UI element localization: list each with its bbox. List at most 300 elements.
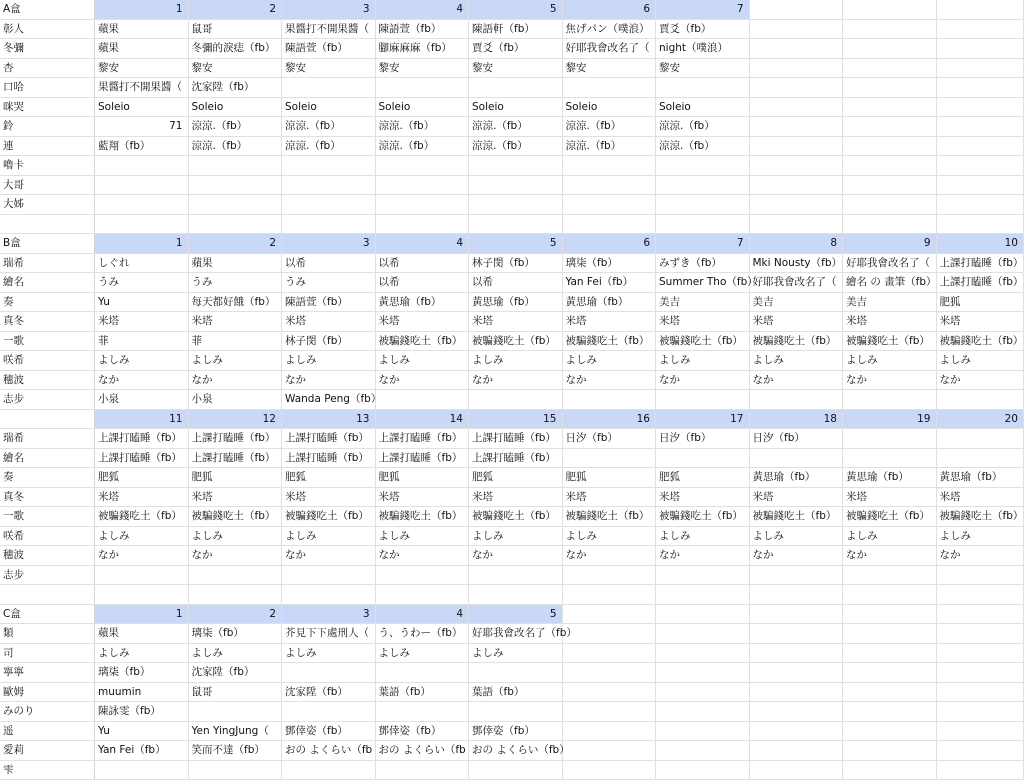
sheet-cell[interactable]: 涼涼.（fb） [282,137,376,157]
sheet-cell[interactable]: 米塔 [937,488,1024,508]
sheet-cell[interactable]: よしみ [189,644,283,664]
sheet-cell[interactable]: 涼涼.（fb） [189,117,283,137]
sheet-cell[interactable]: 蘋果 [95,20,189,40]
sheet-cell[interactable]: 涼涼.（fb） [282,117,376,137]
row-label-cell[interactable]: 繪名 [0,449,95,469]
sheet-cell[interactable]: 米塔 [189,312,283,332]
sheet-cell[interactable] [937,429,1024,449]
sheet-cell[interactable]: 陳語萱（fb） [376,20,470,40]
sheet-cell[interactable]: 黎安 [376,59,470,79]
sheet-cell[interactable]: なか [843,371,937,391]
sheet-cell[interactable] [937,605,1024,625]
sheet-cell[interactable]: 黃思瑜（fb） [563,293,657,313]
sheet-cell[interactable] [469,585,563,605]
row-label-cell[interactable]: 愛莉 [0,741,95,761]
sheet-cell[interactable] [937,98,1024,118]
sheet-cell[interactable] [750,702,844,722]
sheet-cell[interactable] [376,761,470,780]
row-label-cell[interactable]: 咲希 [0,527,95,547]
sheet-cell[interactable] [189,215,283,235]
sheet-cell[interactable]: 米塔 [95,488,189,508]
sheet-cell[interactable]: よしみ [95,527,189,547]
sheet-cell[interactable]: なか [937,371,1024,391]
sheet-cell[interactable]: 蘋果 [95,624,189,644]
sheet-cell[interactable] [282,702,376,722]
sheet-cell[interactable] [843,137,937,157]
row-label-cell[interactable]: 志步 [0,390,95,410]
sheet-cell[interactable] [376,663,470,683]
sheet-cell[interactable] [563,761,657,780]
sheet-cell[interactable]: 藍翔（fb） [95,137,189,157]
sheet-cell[interactable] [95,585,189,605]
sheet-cell[interactable]: 葉語（fb） [469,683,563,703]
sheet-cell[interactable]: なか [469,371,563,391]
sheet-cell[interactable] [282,566,376,586]
row-label-cell[interactable]: 志步 [0,566,95,586]
sheet-cell[interactable] [843,683,937,703]
sheet-cell[interactable] [843,20,937,40]
sheet-cell[interactable]: 小泉 [189,390,283,410]
row-label-cell[interactable]: 奏 [0,293,95,313]
sheet-cell[interactable]: 陳語萱（fb） [282,293,376,313]
sheet-cell[interactable]: 71 [95,117,189,137]
sheet-cell[interactable] [937,20,1024,40]
sheet-cell[interactable]: うみ [189,273,283,293]
sheet-cell[interactable] [282,195,376,215]
sheet-cell[interactable]: Yu [95,293,189,313]
sheet-cell[interactable]: 米塔 [563,312,657,332]
sheet-cell[interactable]: 沈家陞（fb） [189,78,283,98]
sheet-cell[interactable]: なか [843,546,937,566]
sheet-cell[interactable]: 上課打瞌睡（fb） [282,449,376,469]
sheet-cell[interactable] [843,761,937,780]
sheet-cell[interactable] [750,0,844,20]
sheet-cell[interactable]: 涼涼.（fb） [376,137,470,157]
sheet-cell[interactable]: Soleio [376,98,470,118]
sheet-cell[interactable]: なか [189,546,283,566]
sheet-cell[interactable]: 被騙錢吃土（fb） [750,507,844,527]
sheet-cell[interactable]: よしみ [469,351,563,371]
sheet-cell[interactable]: 沈家陞（fb） [189,663,283,683]
sheet-cell[interactable] [282,176,376,196]
sheet-cell[interactable] [189,566,283,586]
column-header-cell[interactable]: 4 [376,0,470,20]
sheet-cell[interactable] [563,624,657,644]
sheet-cell[interactable]: よしみ [750,527,844,547]
row-label-cell[interactable]: 真冬 [0,488,95,508]
sheet-cell[interactable]: Soleio [95,98,189,118]
column-header-cell[interactable]: 5 [469,234,563,254]
sheet-cell[interactable]: Wanda Peng（fb） [282,390,376,410]
sheet-cell[interactable]: 上課打瞌睡（fb） [469,429,563,449]
sheet-cell[interactable] [469,176,563,196]
sheet-cell[interactable]: 肥狐 [189,468,283,488]
sheet-cell[interactable]: 黃思瑜（fb） [750,468,844,488]
sheet-cell[interactable] [469,566,563,586]
row-label-cell[interactable]: 彰人 [0,20,95,40]
sheet-cell[interactable]: Soleio [189,98,283,118]
sheet-cell[interactable]: Yen YingJung（ [189,722,283,742]
sheet-cell[interactable] [469,702,563,722]
sheet-cell[interactable]: 好耶我會改名了（ [563,39,657,59]
sheet-cell[interactable]: 笑而不達（fb） [189,741,283,761]
sheet-cell[interactable]: 被騙錢吃土（fb） [563,507,657,527]
sheet-cell[interactable]: 肥狐 [469,468,563,488]
sheet-cell[interactable]: なか [376,371,470,391]
sheet-cell[interactable]: よしみ [282,351,376,371]
sheet-cell[interactable]: 腳麻麻麻（fb） [376,39,470,59]
sheet-cell[interactable]: よしみ [563,351,657,371]
sheet-cell[interactable]: なか [95,546,189,566]
sheet-cell[interactable] [563,566,657,586]
sheet-cell[interactable] [656,683,750,703]
sheet-cell[interactable] [750,78,844,98]
sheet-cell[interactable] [376,215,470,235]
row-label-cell[interactable]: 繪名 [0,273,95,293]
row-label-cell[interactable]: 咲希 [0,351,95,371]
sheet-cell[interactable] [750,176,844,196]
row-label-cell[interactable]: 連 [0,137,95,157]
sheet-cell[interactable]: 葉語（fb） [376,683,470,703]
column-header-cell[interactable]: 11 [95,410,189,430]
sheet-cell[interactable] [656,741,750,761]
sheet-cell[interactable] [563,195,657,215]
sheet-cell[interactable]: 米塔 [843,312,937,332]
sheet-cell[interactable] [750,566,844,586]
sheet-cell[interactable]: うみ [95,273,189,293]
sheet-cell[interactable]: 肥狐 [376,468,470,488]
sheet-cell[interactable] [750,39,844,59]
sheet-cell[interactable] [843,176,937,196]
row-label-cell[interactable]: 大姊 [0,195,95,215]
column-header-cell[interactable]: 2 [189,0,283,20]
sheet-cell[interactable] [937,156,1024,176]
sheet-cell[interactable] [656,176,750,196]
sheet-cell[interactable]: Yu [95,722,189,742]
column-header-cell[interactable]: 3 [282,234,376,254]
sheet-cell[interactable] [750,449,844,469]
sheet-cell[interactable]: 肥狐 [937,293,1024,313]
sheet-cell[interactable]: なか [937,546,1024,566]
row-label-cell[interactable]: 雫 [0,761,95,780]
sheet-cell[interactable] [469,390,563,410]
sheet-cell[interactable] [282,215,376,235]
column-header-cell[interactable]: 7 [656,234,750,254]
sheet-cell[interactable]: なか [282,371,376,391]
sheet-cell[interactable] [843,156,937,176]
sheet-cell[interactable]: 涼涼.（fb） [469,137,563,157]
sheet-cell[interactable]: うみ [282,273,376,293]
sheet-cell[interactable]: おの よくらい（fb [282,741,376,761]
sheet-cell[interactable]: 被騙錢吃土（fb） [282,507,376,527]
sheet-cell[interactable]: 涼涼.（fb） [189,137,283,157]
row-label-cell[interactable]: 歐姆 [0,683,95,703]
column-header-cell[interactable]: 7 [656,0,750,20]
sheet-cell[interactable]: 菲 [95,332,189,352]
sheet-cell[interactable]: 黎安 [189,59,283,79]
sheet-cell[interactable] [563,215,657,235]
sheet-cell[interactable] [937,176,1024,196]
sheet-cell[interactable]: 被騙錢吃土（fb） [750,332,844,352]
sheet-cell[interactable] [376,78,470,98]
sheet-cell[interactable]: Yan Fei（fb） [95,741,189,761]
sheet-cell[interactable] [750,98,844,118]
sheet-cell[interactable] [656,624,750,644]
sheet-cell[interactable]: 黎安 [469,59,563,79]
sheet-cell[interactable]: 果醬打不開果醬（ [282,20,376,40]
sheet-cell[interactable]: 米塔 [189,488,283,508]
sheet-cell[interactable] [469,156,563,176]
sheet-cell[interactable]: 上課打瞌睡（fb） [937,273,1024,293]
sheet-cell[interactable] [469,195,563,215]
row-label-cell[interactable]: 穗波 [0,546,95,566]
column-header-cell[interactable]: 4 [376,605,470,625]
row-label-cell[interactable]: 遥 [0,722,95,742]
sheet-cell[interactable]: 肥狐 [656,468,750,488]
row-label-cell[interactable]: 寧寧 [0,663,95,683]
sheet-cell[interactable]: 以希 [282,254,376,274]
sheet-cell[interactable]: Soleio [282,98,376,118]
sheet-cell[interactable] [750,761,844,780]
sheet-cell[interactable] [937,741,1024,761]
sheet-cell[interactable] [656,566,750,586]
sheet-cell[interactable]: 以希 [469,273,563,293]
sheet-cell[interactable]: 米塔 [563,488,657,508]
sheet-cell[interactable] [282,585,376,605]
sheet-cell[interactable]: よしみ [563,527,657,547]
sheet-cell[interactable] [750,722,844,742]
sheet-cell[interactable]: 林子閔（fb） [282,332,376,352]
sheet-cell[interactable] [95,176,189,196]
sheet-cell[interactable]: 涼涼.（fb） [563,137,657,157]
sheet-cell[interactable] [750,195,844,215]
sheet-cell[interactable] [95,761,189,780]
sheet-cell[interactable]: 被騙錢吃土（fb） [843,507,937,527]
sheet-cell[interactable] [656,195,750,215]
row-label-cell[interactable]: 司 [0,644,95,664]
sheet-cell[interactable]: よしみ [843,527,937,547]
sheet-cell[interactable] [843,702,937,722]
sheet-cell[interactable]: 肥狐 [95,468,189,488]
sheet-cell[interactable] [937,722,1024,742]
sheet-cell[interactable]: 日汐（fb） [750,429,844,449]
sheet-cell[interactable] [563,741,657,761]
sheet-cell[interactable]: 好耶我會改名了（ [843,254,937,274]
sheet-cell[interactable] [376,176,470,196]
sheet-cell[interactable] [563,156,657,176]
sheet-cell[interactable]: 果醬打不開果醬（ [95,78,189,98]
sheet-cell[interactable]: 涼涼.（fb） [656,137,750,157]
sheet-cell[interactable]: 涼涼.（fb） [563,117,657,137]
sheet-cell[interactable]: Yan Fei（fb） [563,273,657,293]
sheet-cell[interactable] [189,585,283,605]
sheet-cell[interactable]: 上課打瞌睡（fb） [189,449,283,469]
sheet-cell[interactable]: 美吉 [843,293,937,313]
sheet-cell[interactable]: 陳語萱（fb） [282,39,376,59]
sheet-cell[interactable] [95,215,189,235]
sheet-cell[interactable] [95,566,189,586]
sheet-cell[interactable]: 黎安 [282,59,376,79]
sheet-cell[interactable] [750,683,844,703]
sheet-cell[interactable]: 上課打瞌睡（fb） [282,429,376,449]
sheet-cell[interactable]: 黃思瑜（fb） [469,293,563,313]
sheet-cell[interactable]: よしみ [189,527,283,547]
sheet-cell[interactable] [563,663,657,683]
sheet-cell[interactable] [937,566,1024,586]
sheet-cell[interactable]: 日汐（fb） [563,429,657,449]
sheet-cell[interactable] [843,78,937,98]
sheet-cell[interactable] [937,117,1024,137]
sheet-cell[interactable]: う、うわー（fb） [376,624,470,644]
sheet-cell[interactable] [843,624,937,644]
sheet-cell[interactable]: 米塔 [656,488,750,508]
row-label-cell[interactable]: 冬彌 [0,39,95,59]
sheet-cell[interactable] [563,176,657,196]
row-label-cell[interactable]: 一歌 [0,332,95,352]
sheet-cell[interactable]: なか [469,546,563,566]
sheet-cell[interactable]: しぐれ [95,254,189,274]
sheet-cell[interactable] [937,215,1024,235]
sheet-cell[interactable]: 陳語軒（fb） [469,20,563,40]
sheet-cell[interactable] [376,585,470,605]
sheet-cell[interactable]: 黃思瑜（fb） [937,468,1024,488]
sheet-cell[interactable]: 涼涼.（fb） [656,117,750,137]
sheet-cell[interactable] [750,390,844,410]
sheet-cell[interactable]: なか [282,546,376,566]
sheet-cell[interactable] [656,156,750,176]
sheet-cell[interactable]: よしみ [189,351,283,371]
column-header-cell[interactable]: 5 [469,605,563,625]
sheet-cell[interactable] [750,215,844,235]
sheet-cell[interactable] [282,156,376,176]
sheet-cell[interactable] [656,215,750,235]
sheet-cell[interactable]: なか [750,371,844,391]
sheet-cell[interactable]: 米塔 [95,312,189,332]
sheet-cell[interactable] [282,78,376,98]
sheet-cell[interactable]: 鼠哥 [189,683,283,703]
sheet-cell[interactable]: なか [563,546,657,566]
sheet-cell[interactable] [937,683,1024,703]
sheet-cell[interactable] [656,644,750,664]
row-label-cell[interactable]: 大哥 [0,176,95,196]
sheet-cell[interactable] [937,449,1024,469]
sheet-cell[interactable] [376,390,470,410]
sheet-cell[interactable] [750,741,844,761]
sheet-cell[interactable] [843,59,937,79]
sheet-cell[interactable]: 芥見下下處刑人（ [282,624,376,644]
sheet-cell[interactable]: 肥狐 [282,468,376,488]
sheet-cell[interactable] [937,39,1024,59]
sheet-cell[interactable] [843,0,937,20]
sheet-cell[interactable]: night（噗浪） [656,39,750,59]
column-header-cell[interactable]: 14 [376,410,470,430]
sheet-cell[interactable] [376,702,470,722]
sheet-cell[interactable]: 陳詠雯（fb） [95,702,189,722]
row-label-cell[interactable]: B盒 [0,234,95,254]
sheet-cell[interactable] [843,390,937,410]
sheet-cell[interactable] [937,137,1024,157]
row-label-cell[interactable]: 杏 [0,59,95,79]
sheet-cell[interactable]: 被騙錢吃土（fb） [563,332,657,352]
sheet-cell[interactable] [843,195,937,215]
sheet-cell[interactable]: よしみ [750,351,844,371]
sheet-cell[interactable]: 焦げパン（噗浪） [563,20,657,40]
sheet-cell[interactable]: 米塔 [376,312,470,332]
sheet-cell[interactable]: 上課打瞌睡（fb） [376,449,470,469]
column-header-cell[interactable]: 15 [469,410,563,430]
column-header-cell[interactable]: 8 [750,234,844,254]
sheet-cell[interactable] [563,722,657,742]
sheet-cell[interactable]: 鄧倖姿（fb） [282,722,376,742]
row-label-cell[interactable]: 咪哭 [0,98,95,118]
sheet-cell[interactable] [656,702,750,722]
sheet-cell[interactable] [563,644,657,664]
column-header-cell[interactable]: 4 [376,234,470,254]
sheet-cell[interactable] [937,702,1024,722]
sheet-cell[interactable] [282,663,376,683]
sheet-cell[interactable]: 上課打瞌睡（fb） [937,254,1024,274]
sheet-cell[interactable] [843,722,937,742]
sheet-cell[interactable]: 被騙錢吃土（fb） [376,332,470,352]
column-header-cell[interactable]: 1 [95,605,189,625]
row-label-cell[interactable]: みのり [0,702,95,722]
sheet-cell[interactable] [189,156,283,176]
sheet-cell[interactable]: よしみ [95,351,189,371]
sheet-cell[interactable]: 上課打瞌睡（fb） [95,449,189,469]
sheet-cell[interactable]: 米塔 [376,488,470,508]
row-label-cell[interactable] [0,585,95,605]
column-header-cell[interactable]: 6 [563,0,657,20]
sheet-cell[interactable]: 被騙錢吃土（fb） [656,507,750,527]
sheet-cell[interactable] [469,761,563,780]
sheet-cell[interactable] [750,156,844,176]
row-label-cell[interactable]: 嚕卡 [0,156,95,176]
sheet-cell[interactable]: 黎安 [563,59,657,79]
sheet-cell[interactable]: 好耶我會改名了（ [750,273,844,293]
sheet-cell[interactable]: 沈家陞（fb） [282,683,376,703]
sheet-cell[interactable] [469,215,563,235]
row-label-cell[interactable]: 穗波 [0,371,95,391]
sheet-cell[interactable] [843,566,937,586]
sheet-cell[interactable] [750,605,844,625]
sheet-cell[interactable] [843,117,937,137]
column-header-cell[interactable]: 18 [750,410,844,430]
sheet-cell[interactable]: 被騙錢吃土（fb） [376,507,470,527]
sheet-cell[interactable] [656,585,750,605]
sheet-cell[interactable]: Soleio [563,98,657,118]
sheet-cell[interactable] [189,195,283,215]
row-label-cell[interactable]: 鈴 [0,117,95,137]
sheet-cell[interactable]: 小泉 [95,390,189,410]
sheet-cell[interactable] [656,449,750,469]
sheet-cell[interactable]: 上課打瞌睡（fb） [189,429,283,449]
sheet-cell[interactable]: よしみ [282,644,376,664]
sheet-cell[interactable] [843,215,937,235]
sheet-cell[interactable] [937,59,1024,79]
sheet-cell[interactable] [282,761,376,780]
sheet-cell[interactable]: 繪名 の 畫筆（fb） [843,273,937,293]
sheet-cell[interactable]: muumin [95,683,189,703]
sheet-cell[interactable]: おの よくらい（fb [376,741,470,761]
sheet-cell[interactable]: 涼涼.（fb） [469,117,563,137]
column-header-cell[interactable]: 10 [937,234,1024,254]
sheet-cell[interactable]: 被騙錢吃土（fb） [656,332,750,352]
row-label-cell[interactable] [0,215,95,235]
sheet-cell[interactable]: よしみ [95,644,189,664]
sheet-cell[interactable]: よしみ [469,527,563,547]
column-header-cell[interactable]: 9 [843,234,937,254]
sheet-cell[interactable] [750,663,844,683]
